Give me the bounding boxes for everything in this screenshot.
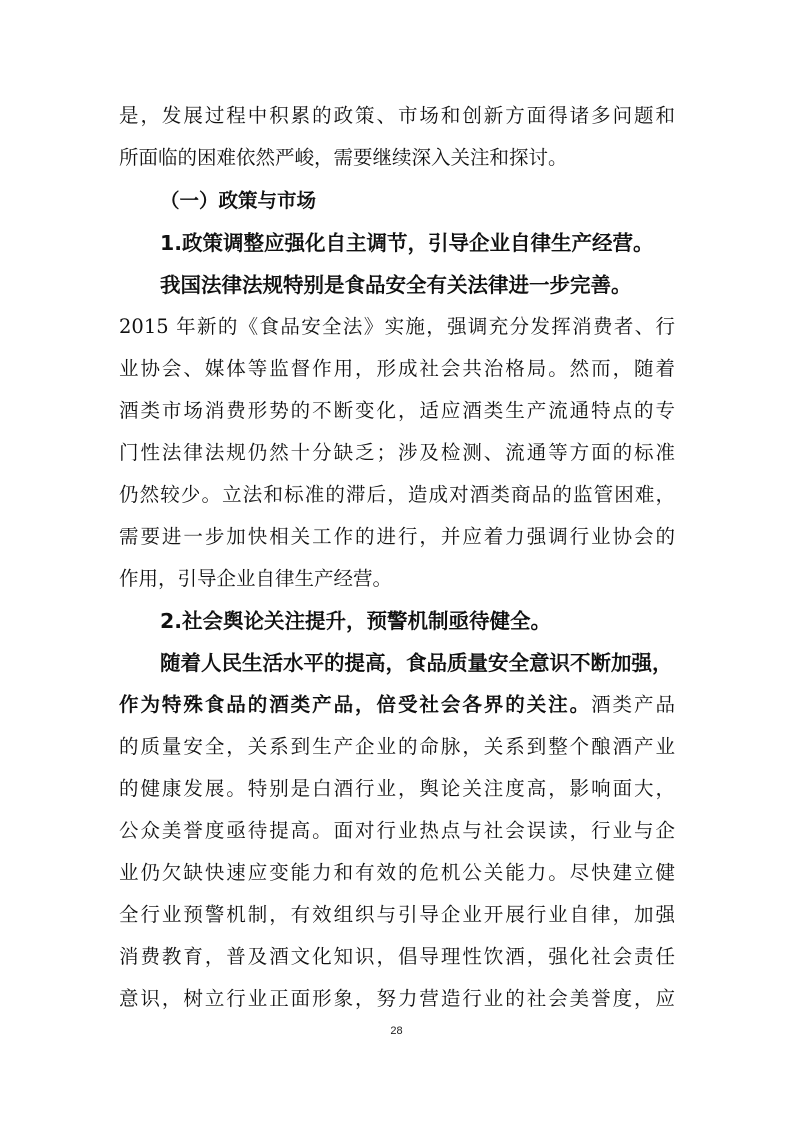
body-text-line: 门性法律法规仍然十分缺乏；涉及检测、流通等方面的标准 — [119, 441, 675, 464]
subsection-heading: 2.社会舆论关注提升，预警机制亟待健全。 — [160, 609, 552, 633]
body-text-line: 的健康发展。特别是白酒行业，舆论关注度高，影响面大， — [119, 777, 675, 800]
body-text-line: 仍然较少。立法和标准的滞后，造成对酒类商品的监管困难， — [119, 483, 675, 506]
body-text-line: 是，发展过程中积累的政策、市场和创新方面得诸多问题和 — [119, 104, 675, 127]
body-text-line: 意识，树立行业正面形象，努力营造行业的社会美誉度，应 — [119, 987, 675, 1010]
paragraph-lead-bold: 随着人民生活水平的提高，食品质量安全意识不断加强， — [160, 651, 673, 675]
body-text-fragment: 酒类产品 — [591, 693, 675, 716]
body-text-line: 消费教育，普及酒文化知识，倡导理性饮酒，强化社会责任 — [119, 945, 675, 968]
body-text-line: 2015 年新的《食品安全法》实施，强调充分发挥消费者、行 — [119, 315, 675, 338]
body-text-line: 全行业预警机制，有效组织与引导企业开展行业自律，加强 — [119, 903, 675, 926]
body-text-line: 公众美誉度亟待提高。面对行业热点与社会误读，行业与企 — [119, 819, 675, 842]
body-text-line: 酒类市场消费形势的不断变化，适应酒类生产流通特点的专 — [119, 399, 675, 422]
body-text-line: 的质量安全，关系到生产企业的命脉，关系到整个酿酒产业 — [119, 735, 675, 758]
body-text-line: 业仍欠缺快速应变能力和有效的危机公关能力。尽快建立健 — [119, 861, 675, 884]
body-text-line: 所面临的困难依然严峻，需要继续深入关注和探讨。 — [119, 146, 568, 169]
page-number: 28 — [390, 1025, 403, 1037]
mixed-text-line — [119, 692, 675, 718]
body-text-line: 业协会、媒体等监督作用，形成社会共治格局。然而，随着 — [119, 357, 675, 380]
body-text-line: 作用，引导企业自律生产经营。 — [119, 567, 393, 590]
subsection-heading: 1.政策调整应强化自主调节，引导企业自律生产经营。 — [160, 231, 654, 255]
paragraph-lead-bold: 我国法律法规特别是食品安全有关法律进一步完善。 — [160, 273, 632, 297]
bold-sentence: 作为特殊食品的酒类产品，倍受社会各界的关注。 — [119, 693, 592, 716]
body-text-line: 需要进一步加快相关工作的进行，并应着力强调行业协会的 — [119, 525, 675, 548]
section-heading: （一）政策与市场 — [160, 189, 317, 212]
